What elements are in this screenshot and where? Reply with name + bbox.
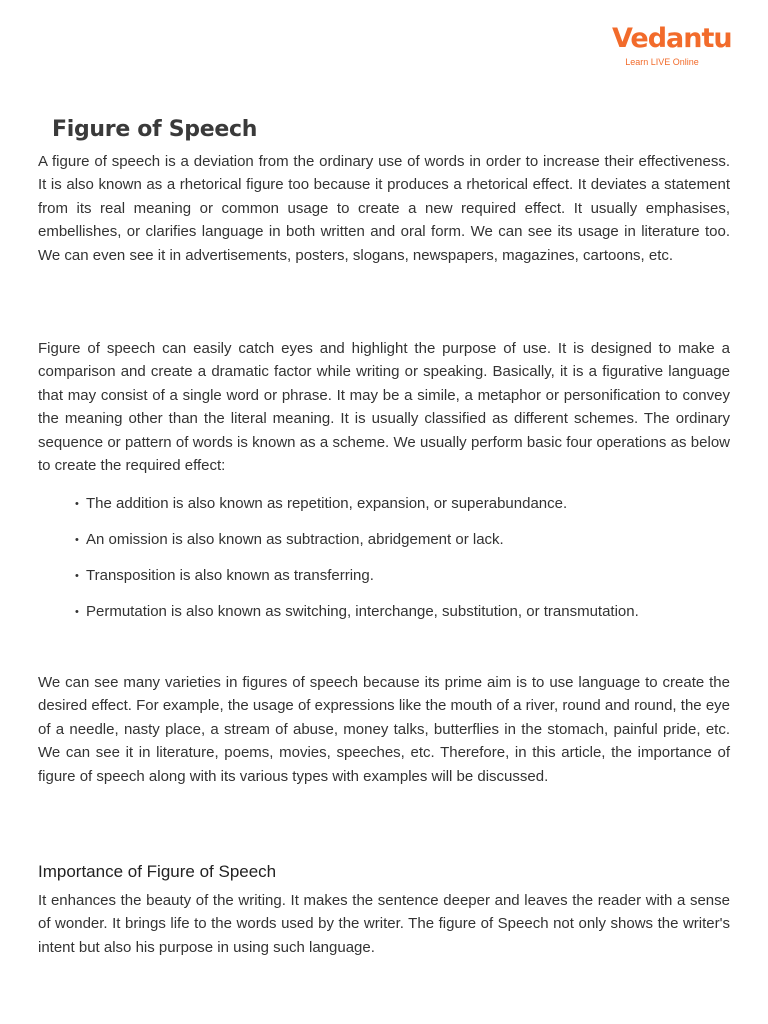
logo-wordmark: Vedantu — [612, 23, 732, 54]
bullet-icon: • — [75, 534, 79, 546]
bullet-icon: • — [75, 498, 79, 510]
section-heading: Importance of Figure of Speech — [38, 862, 277, 881]
bullet-icon: • — [75, 606, 79, 618]
list-item — [75, 528, 715, 564]
operations-list — [75, 492, 715, 636]
schemes-paragraph: Figure of speech can easily catch eyes and highlight the purpose of use. It is designed to make a comparison and create a dramatic factor while writing or speaking. Basically, it is a figurative language that may consist of a single word or phrase. It may be a simile, a metaphor or personification to convey the meaning other than the literal meaning. It is usually classified as different schemes. The ordinary sequence or pattern of words is known as a scheme. We usually perform basic four operations as below to create the required effect: — [38, 340, 730, 475]
vedantu-logo — [612, 22, 732, 68]
page-title: Figure of Speech — [52, 117, 258, 142]
importance-paragraph: It enhances the beauty of the writing. It makes the sentence deeper and leaves the reader with a sense of wonder. It brings life to the words used by the writer. The figure of Speech not only shows the writer's intent but also his purpose in using such language. — [38, 892, 730, 956]
list-item-text: Transposition is also known as transferring. — [86, 567, 374, 584]
list-item-text: Permutation is also known as switching, interchange, substitution, or transmutation. — [86, 603, 639, 620]
logo-tagline: Learn LIVE Online — [625, 57, 699, 67]
varieties-paragraph: We can see many varieties in figures of speech because its prime aim is to use language to create the desired effect. For example, the usage of expressions like the mouth of a river, round and round, the eye of a needle, nasty place, a stream of abuse, money talks, butterflies in the stomach, painful pride, etc. We can see it in literature, poems, movies, speeches, etc. Therefore, in this article, the importance of figure of speech along with its various types with examples will be discussed. — [38, 674, 730, 785]
list-item — [75, 492, 715, 528]
bullet-icon: • — [75, 570, 79, 582]
intro-paragraph: A figure of speech is a deviation from the ordinary use of words in order to increase their effectiveness. It is also known as a rhetorical figure too because it produces a rhetorical effect. It deviates a statement from its real meaning or common usage to create a new required effect. It usually emphasises, embellishes, or clarifies language in both written and oral form. We can see its usage in literature too. We can even see it in advertisements, posters, slogans, newspapers, magazines, cartoons, etc. — [38, 153, 730, 264]
list-item — [75, 600, 715, 636]
list-item-text: An omission is also known as subtraction, abridgement or lack. — [86, 531, 504, 548]
list-item-text: The addition is also known as repetition, expansion, or superabundance. — [86, 495, 568, 512]
list-item — [75, 564, 715, 600]
